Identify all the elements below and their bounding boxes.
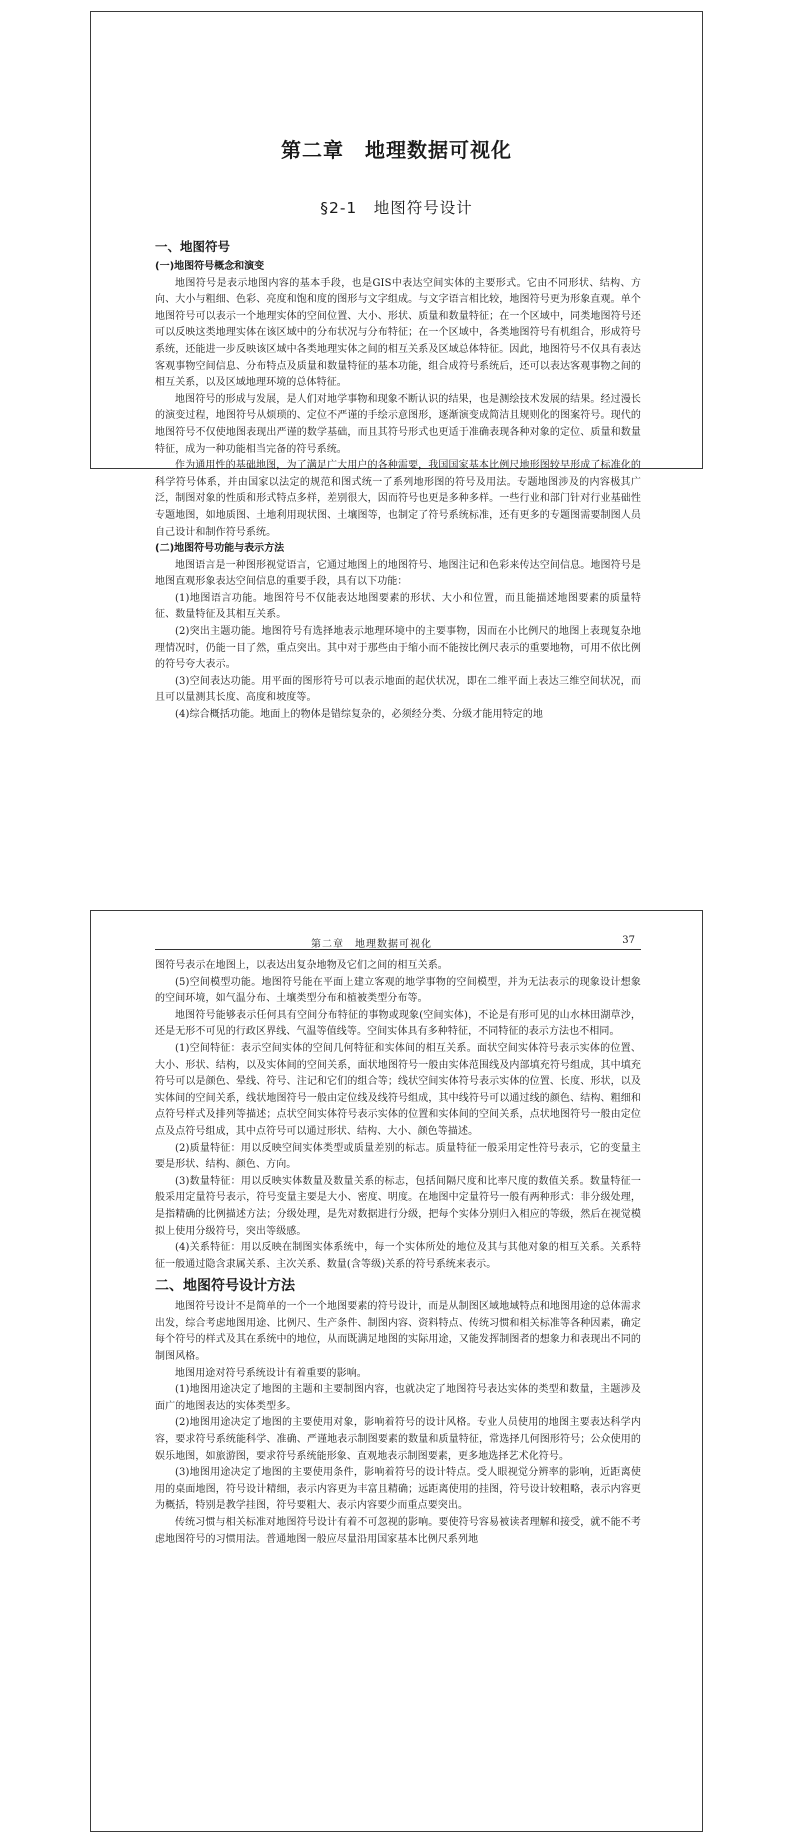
page-1 [90, 11, 703, 721]
paragraph: (2)地图用途决定了地图的主要使用对象，影响着符号的设计风格。专业人员使用的地图主要表达科学内容，要求符号系统能科学、准确、严谨地表示制图要素的数量和质量特征，常选择几何图形符号；公众使用的娱乐地图，如旅游图，要求符号系统能形象、直观地表示制图要素，更多地选择艺术化符号。 [155, 1417, 641, 1462]
sub-heading-concept: (一)地图符号概念和演变 [155, 261, 265, 272]
heading-design-method: 二、地图符号设计方法 [155, 1278, 295, 1295]
paragraph: (3)地图用途决定了地图的主要使用条件，影响着符号的设计特点。受人眼视觉分辨率的影响，近距离使用的桌面地图，符号设计精细，表示内容更为丰富且精确；远距离使用的挂图，符号设计较粗略，表示内容更为概括，特别是教学挂图，符号要粗大、表示内容要少而重点要突出。 [155, 1467, 641, 1512]
paragraph: 传统习惯与相关标准对地图符号设计有着不可忽视的影响。要使符号容易被读者理解和接受，就不能不考虑地图符号的习惯用法。普通地图一般应尽量沿用国家基本比例尺系列地 [155, 1517, 641, 1545]
paragraph: (2)质量特征：用以反映空间实体类型或质量差别的标志。质量特征一般采用定性符号表示，它的变量主要是形状、结构、颜色、方向。 [155, 1142, 641, 1171]
sub-heading-function: (二)地图符号功能与表示方法 [155, 543, 285, 555]
paragraph: (3)空间表达功能。用平面的图形符号可以表示地面的起伏状况，即在二维平面上表达三维空间状况，而且可以量测其长度、高度和坡度等。 [155, 675, 641, 704]
page-1-body [155, 238, 641, 724]
paragraph: (4)综合概括功能。地面上的物体是错综复杂的，必须经分类、分级才能用特定的地 [175, 709, 543, 721]
page-2 [90, 910, 703, 1832]
paragraph: (3)数量特征：用以反映实体数量及数量关系的标志，包括间隔尺度和比率尺度的数值关系。数量特征一般采用定量符号表示，符号变量主要是大小、密度、明度。在地图中定量符号一般有两种形式：非分级处理，是指精确的比例描述方法；分级处理，是先对数据进行分级，把每个实体分别归入相应的等级，然后在视觉模拟上使用分级符号，突出等级感。 [155, 1175, 641, 1237]
paragraph: 地图符号的形成与发展，是人们对地学事物和现象不断认识的结果，也是测绘技术发展的结果。经过漫长的演变过程，地图符号从烦琐的、定位不严谨的手绘示意图形，逐渐演变成简洁且规则化的图案符号。现代的地图符号不仅使地图表现出严谨的数学基础，而且其符号形式也更适于准确表现各种对象的定位、质量和数量特征，成为一种功能相当完备的符号系统。 [155, 393, 641, 455]
section-title: §2-1 地图符号设计 [320, 199, 473, 217]
paragraph: 作为通用性的基础地图，为了满足广大用户的各种需要，我国国家基本比例尺地形图较早形成了标准化的科学符号体系，并由国家以法定的规范和图式统一了系列地形图的符号及用法。专题地图涉及的内容极其广泛，制图对象的性质和形式特点多样，差别很大，因而符号也更是多种多样。一些行业和部门针对行业基础性专题地图，如地质图、土地利用现状图、土壤图等，也制定了符号系统标准，还有更多的专题图需要制图人员自己设计和制作符号系统。 [155, 460, 641, 538]
paragraph: 地图符号是表示地图内容的基本手段，也是GIS中表达空间实体的主要形式。它由不同形状、结构、方向、大小与粗细、色彩、亮度和饱和度的图形与文字组成。与文字语言相比较，地图符号更为形象直观。单个地图符号可以表示一个地理实体的空间位置、大小、形状、质量和数量特征；在一个区域中，同类地图符号还可以反映这类地理实体在该区域中的分布状况与分布特征；在一个区域中，各类地图符号有机组合，形成符号系统，还能进一步反映该区域中各类地理实体之间的相互关系及区域总体特征。因此，地图符号不仅具有表达客观事物空间信息、分布特点及质量和数量特征的基本功能，组合成符号系统后，还可以表达客观事物之间的相互关系，以及区域地理环境的总体特征。 [155, 277, 641, 389]
page-number: 37 [622, 935, 635, 946]
paragraph: (1)空间特征：表示空间实体的空间几何特征和实体间的相互关系。面状空间实体符号表示实体的位置、大小、形状、结构，以及实体间的空间关系，面状地图符号一般由实体范围线及内部填充符号组成，其中填充符号可以是颜色、晕线、符号、注记和它们的组合等；线状空间实体符号表示实体的位置、长度、形状，以及实体间的空间关系，线状地图符号一般由定位线及线符号组成，其中线符号可以通过线的颜色、结构、粗细和点符号样式及排列等描述；点状空间实体符号表示实体的位置和实体间的空间关系，点状地图符号一般由定位点及点符号组成，其中点符号可以通过形状、结构、大小、颜色等描述。 [155, 1042, 641, 1137]
paragraph: (4)关系特征：用以反映在制图实体系统中，每一个实体所处的地位及其与其他对象的相互关系。关系特征一般通过隐含隶属关系、主次关系、数量(含等级)关系的符号系统来表示。 [155, 1242, 641, 1270]
chapter-title: 第二章 地理数据可视化 [281, 138, 512, 162]
paragraph: (1)地图用途决定了地图的主题和主要制图内容，也就决定了地图符号表达实体的类型和数量，主题涉及面广的地图表达的实体类型多。 [155, 1384, 641, 1412]
paragraph: (5)空间模型功能。地图符号能在平面上建立客观的地学事物的空间模型，并为无法表示的现象设计想象的空间环境，如气温分布、土壤类型分布和植被类型分布等。 [155, 976, 641, 1005]
heading-map-symbols: 一、地图符号 [155, 239, 231, 254]
page-2-body [155, 958, 641, 1548]
paragraph: 地图符号能够表示任何具有空间分布特征的事物或现象(空间实体)，不论是有形可见的山水林田湖草沙，还是无形不可见的行政区界线、气温等值线等。空间实体具有多种特征，不同特征的表示方法也不相同。 [155, 1009, 641, 1038]
paragraph: (1)地图语言功能。地图符号不仅能表达地图要素的形状、大小和位置，而且能描述地图要素的质量特征、数量特征及其相互关系。 [155, 592, 641, 621]
paragraph: 地图语言是一种图形视觉语言，它通过地图上的地图符号、地图注记和色彩来传达空间信息。地图符号是地图直观形象表达空间信息的重要手段，具有以下功能： [155, 559, 641, 588]
paragraph: (2)突出主题功能。地图符号有选择地表示地理环境中的主要事物，因而在小比例尺的地图上表现复杂地理情况时，仍能一目了然，重点突出。其中对于那些由于缩小而不能按比例尺表示的重要地物，可用不依比例的符号夸大表示。 [155, 626, 641, 671]
paragraph: 地图用途对符号系统设计有着重要的影响。 [175, 1367, 367, 1379]
paragraph: 图符号表示在地图上，以表达出复杂地物及它们之间的相互关系。 [155, 960, 448, 971]
running-head [155, 935, 641, 950]
running-head-title: 第二章 地理数据可视化 [311, 939, 432, 950]
paragraph: 地图符号设计不是简单的一个一个地图要素的符号设计，而是从制图区域地域特点和地图用途的总体需求出发，综合考虑地图用途、比例尺、生产条件、制图内容、资料特点、传统习惯和相关标准等各种因素，确定每个符号的样式及其在系统中的地位，从而既满足地图的实际用途，又能发挥制图者的想象力和表现出不同的制图风格。 [155, 1301, 641, 1363]
